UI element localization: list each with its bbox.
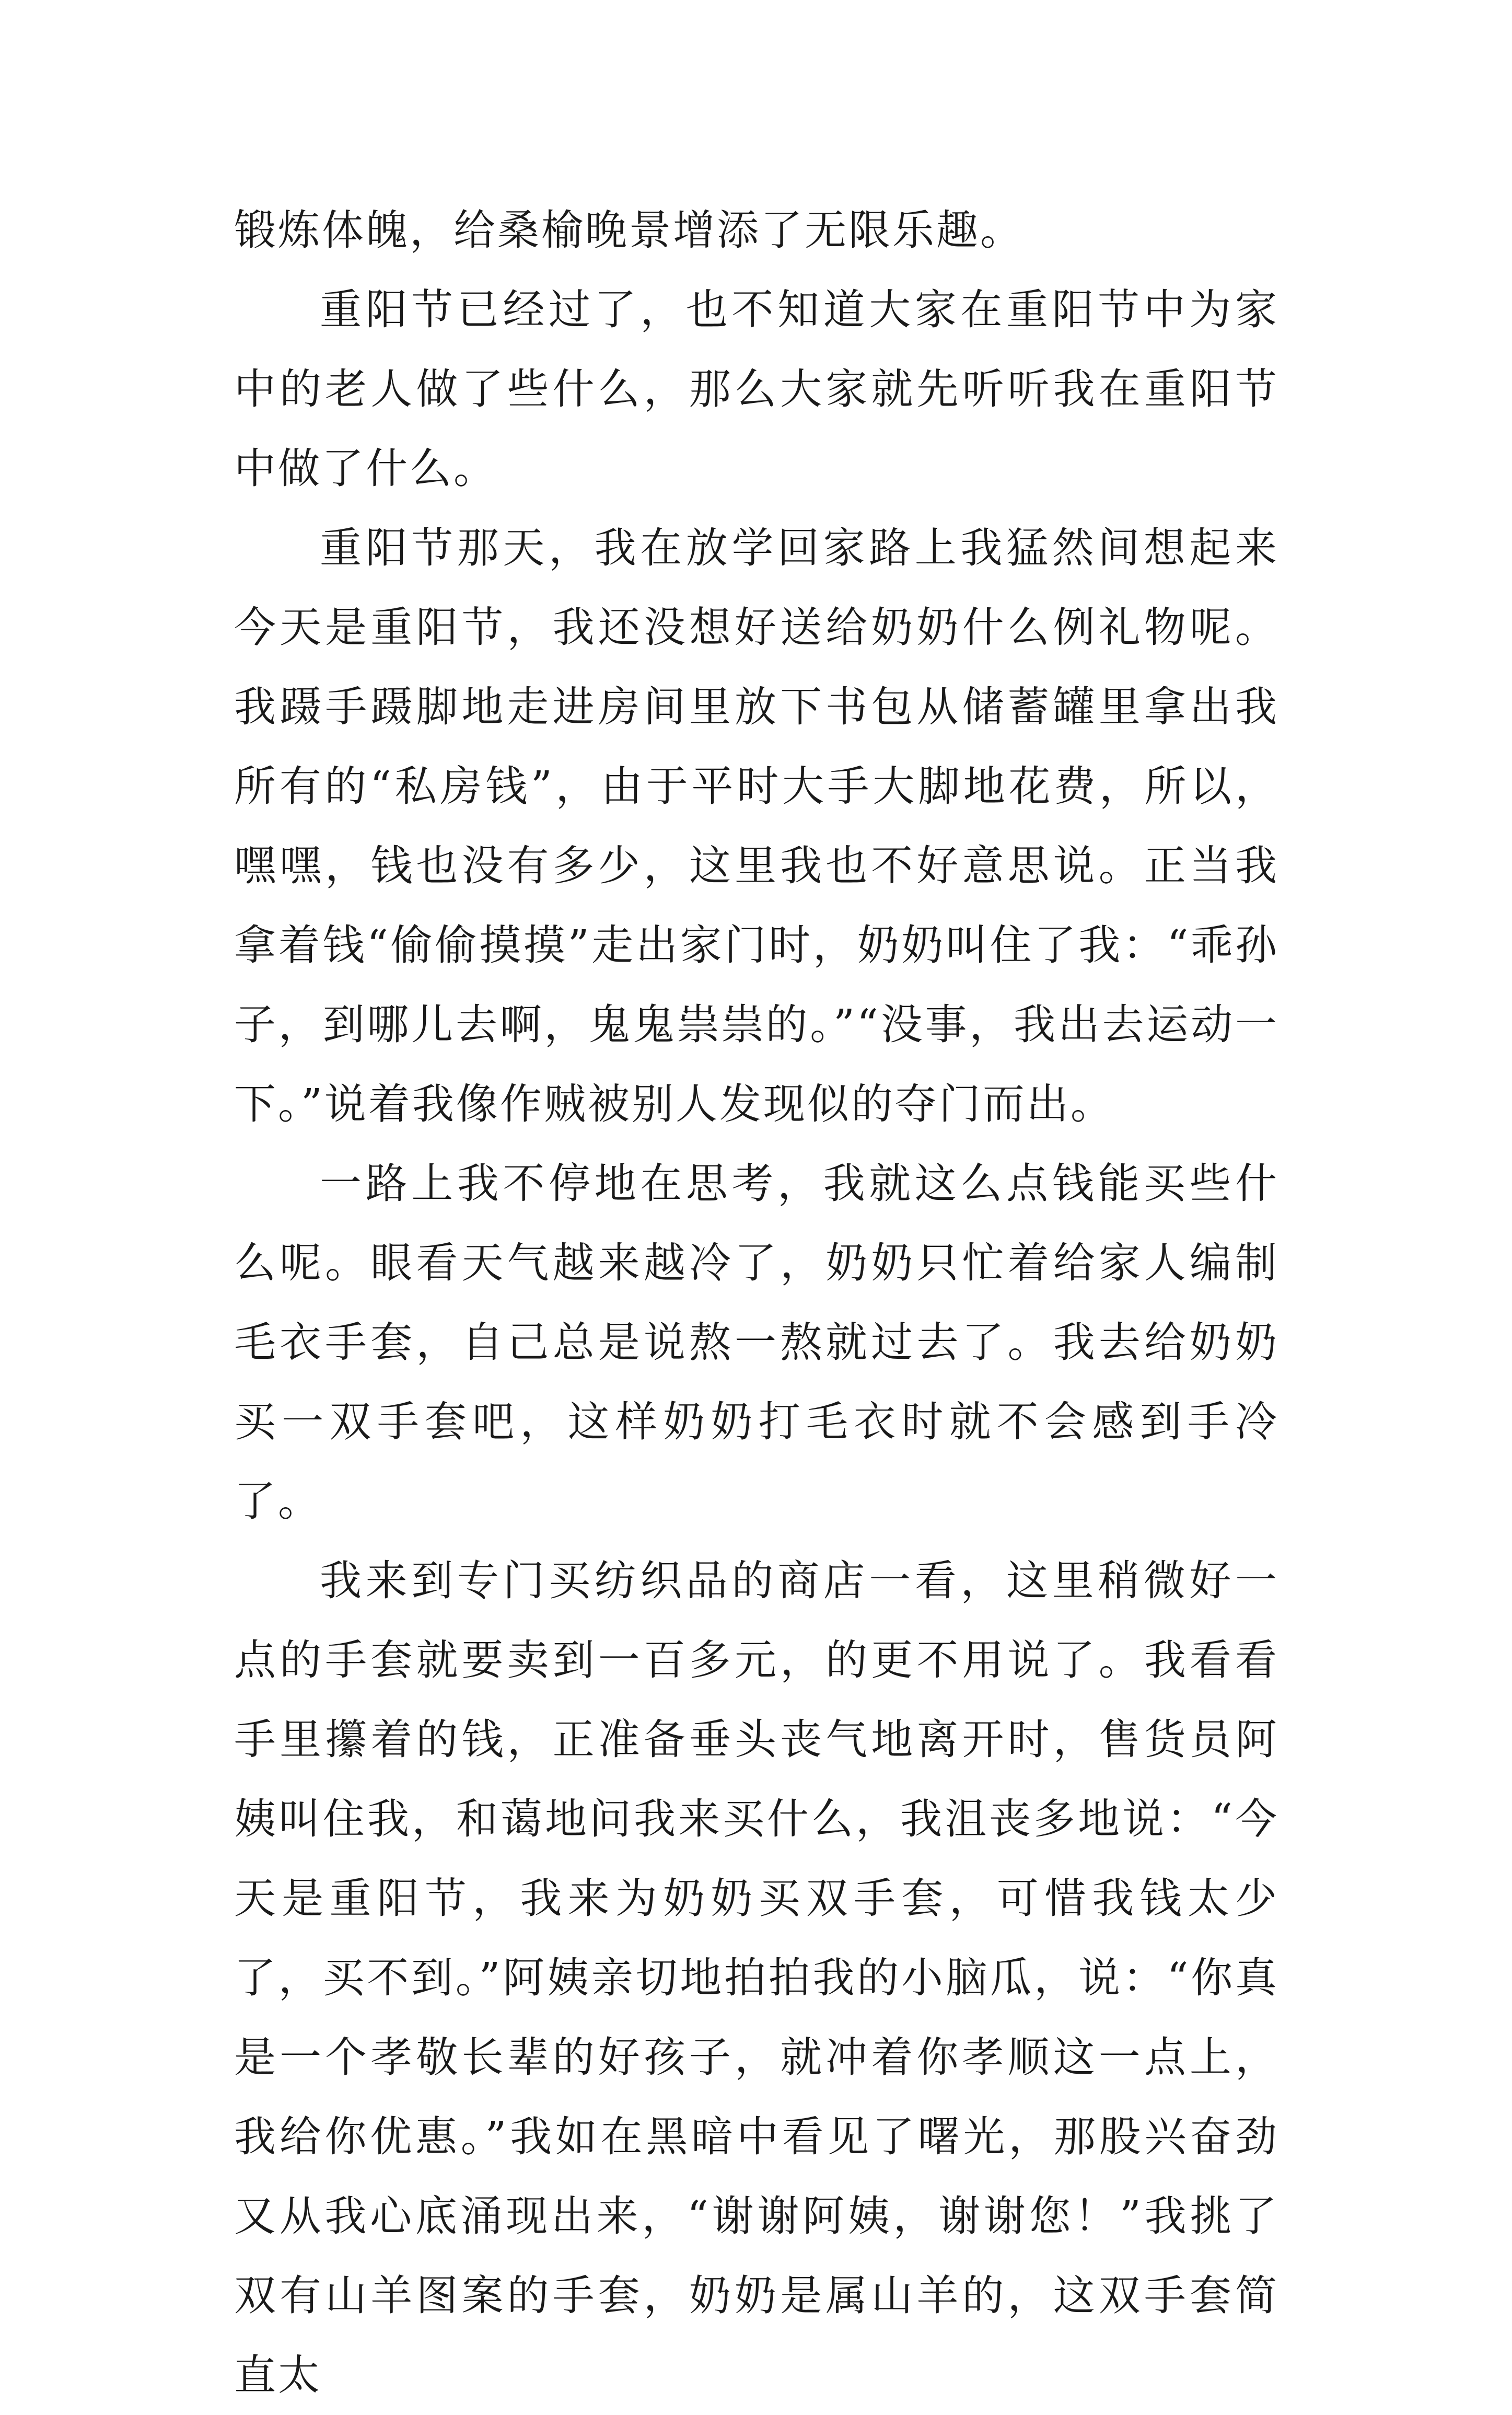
paragraph-4: 一路上我不停地在思考，我就这么点钱能买些什么呢。眼看天气越来越冷了，奶奶只忙着给家人编制毛衣手套，自己总是说熬一熬就过去了。我去给奶奶买一双手套吧，这样奶奶打毛衣时就不会感到手冷了。 [234,1159,1279,1526]
essay-body [234,191,1279,2415]
paragraph-5: 我来到专门买纺织品的商店一看，这里稍微好一点的手套就要卖到一百多元，的更不用说了。我看看手里攥着的钱，正准备垂头丧气地离开时，售货员阿姨叫住我，和蔼地问我来买什么，我沮丧多地说：“今天是重阳节，我来为奶奶买双手套，可惜我钱太少了，买不到。”阿姨亲切地拍拍我的小脑瓜，说：“你真是一个孝敬长辈的好孩子，就冲着你孝顺这一点上，我给你优惠。”我如在黑暗中看见了曙光，那股兴奋劲又从我心底涌现出来，“谢谢阿姨，谢谢您！”我挑了双有山羊图案的手套，奶奶是属山羊的，这双手套简直太 [234,1556,1279,2399]
paragraph-2: 重阳节已经过了，也不知道大家在重阳节中为家中的老人做了些什么，那么大家就先听听我在重阳节中做了什么。 [234,285,1279,493]
paragraph-1: 锻炼体魄，给桑榆晚景增添了无限乐趣。 [234,206,1024,255]
paragraph-3: 重阳节那天，我在放学回家路上我猛然间想起来今天是重阳节，我还没想好送给奶奶什么例礼物呢。我蹑手蹑脚地走进房间里放下书包从储蓄罐里拿出我所有的“私房钱”，由于平时大手大脚地花费，所以，嘿嘿，钱也没有多少，这里我也不好意思说。正当我拿着钱“偷偷摸摸”走出家门时，奶奶叫住了我：“乖孙子，到哪儿去啊，鬼鬼祟祟的。”“没事，我出去运动一下。”说着我像作贼被别人发现似的夺门而出。 [234,524,1279,1128]
